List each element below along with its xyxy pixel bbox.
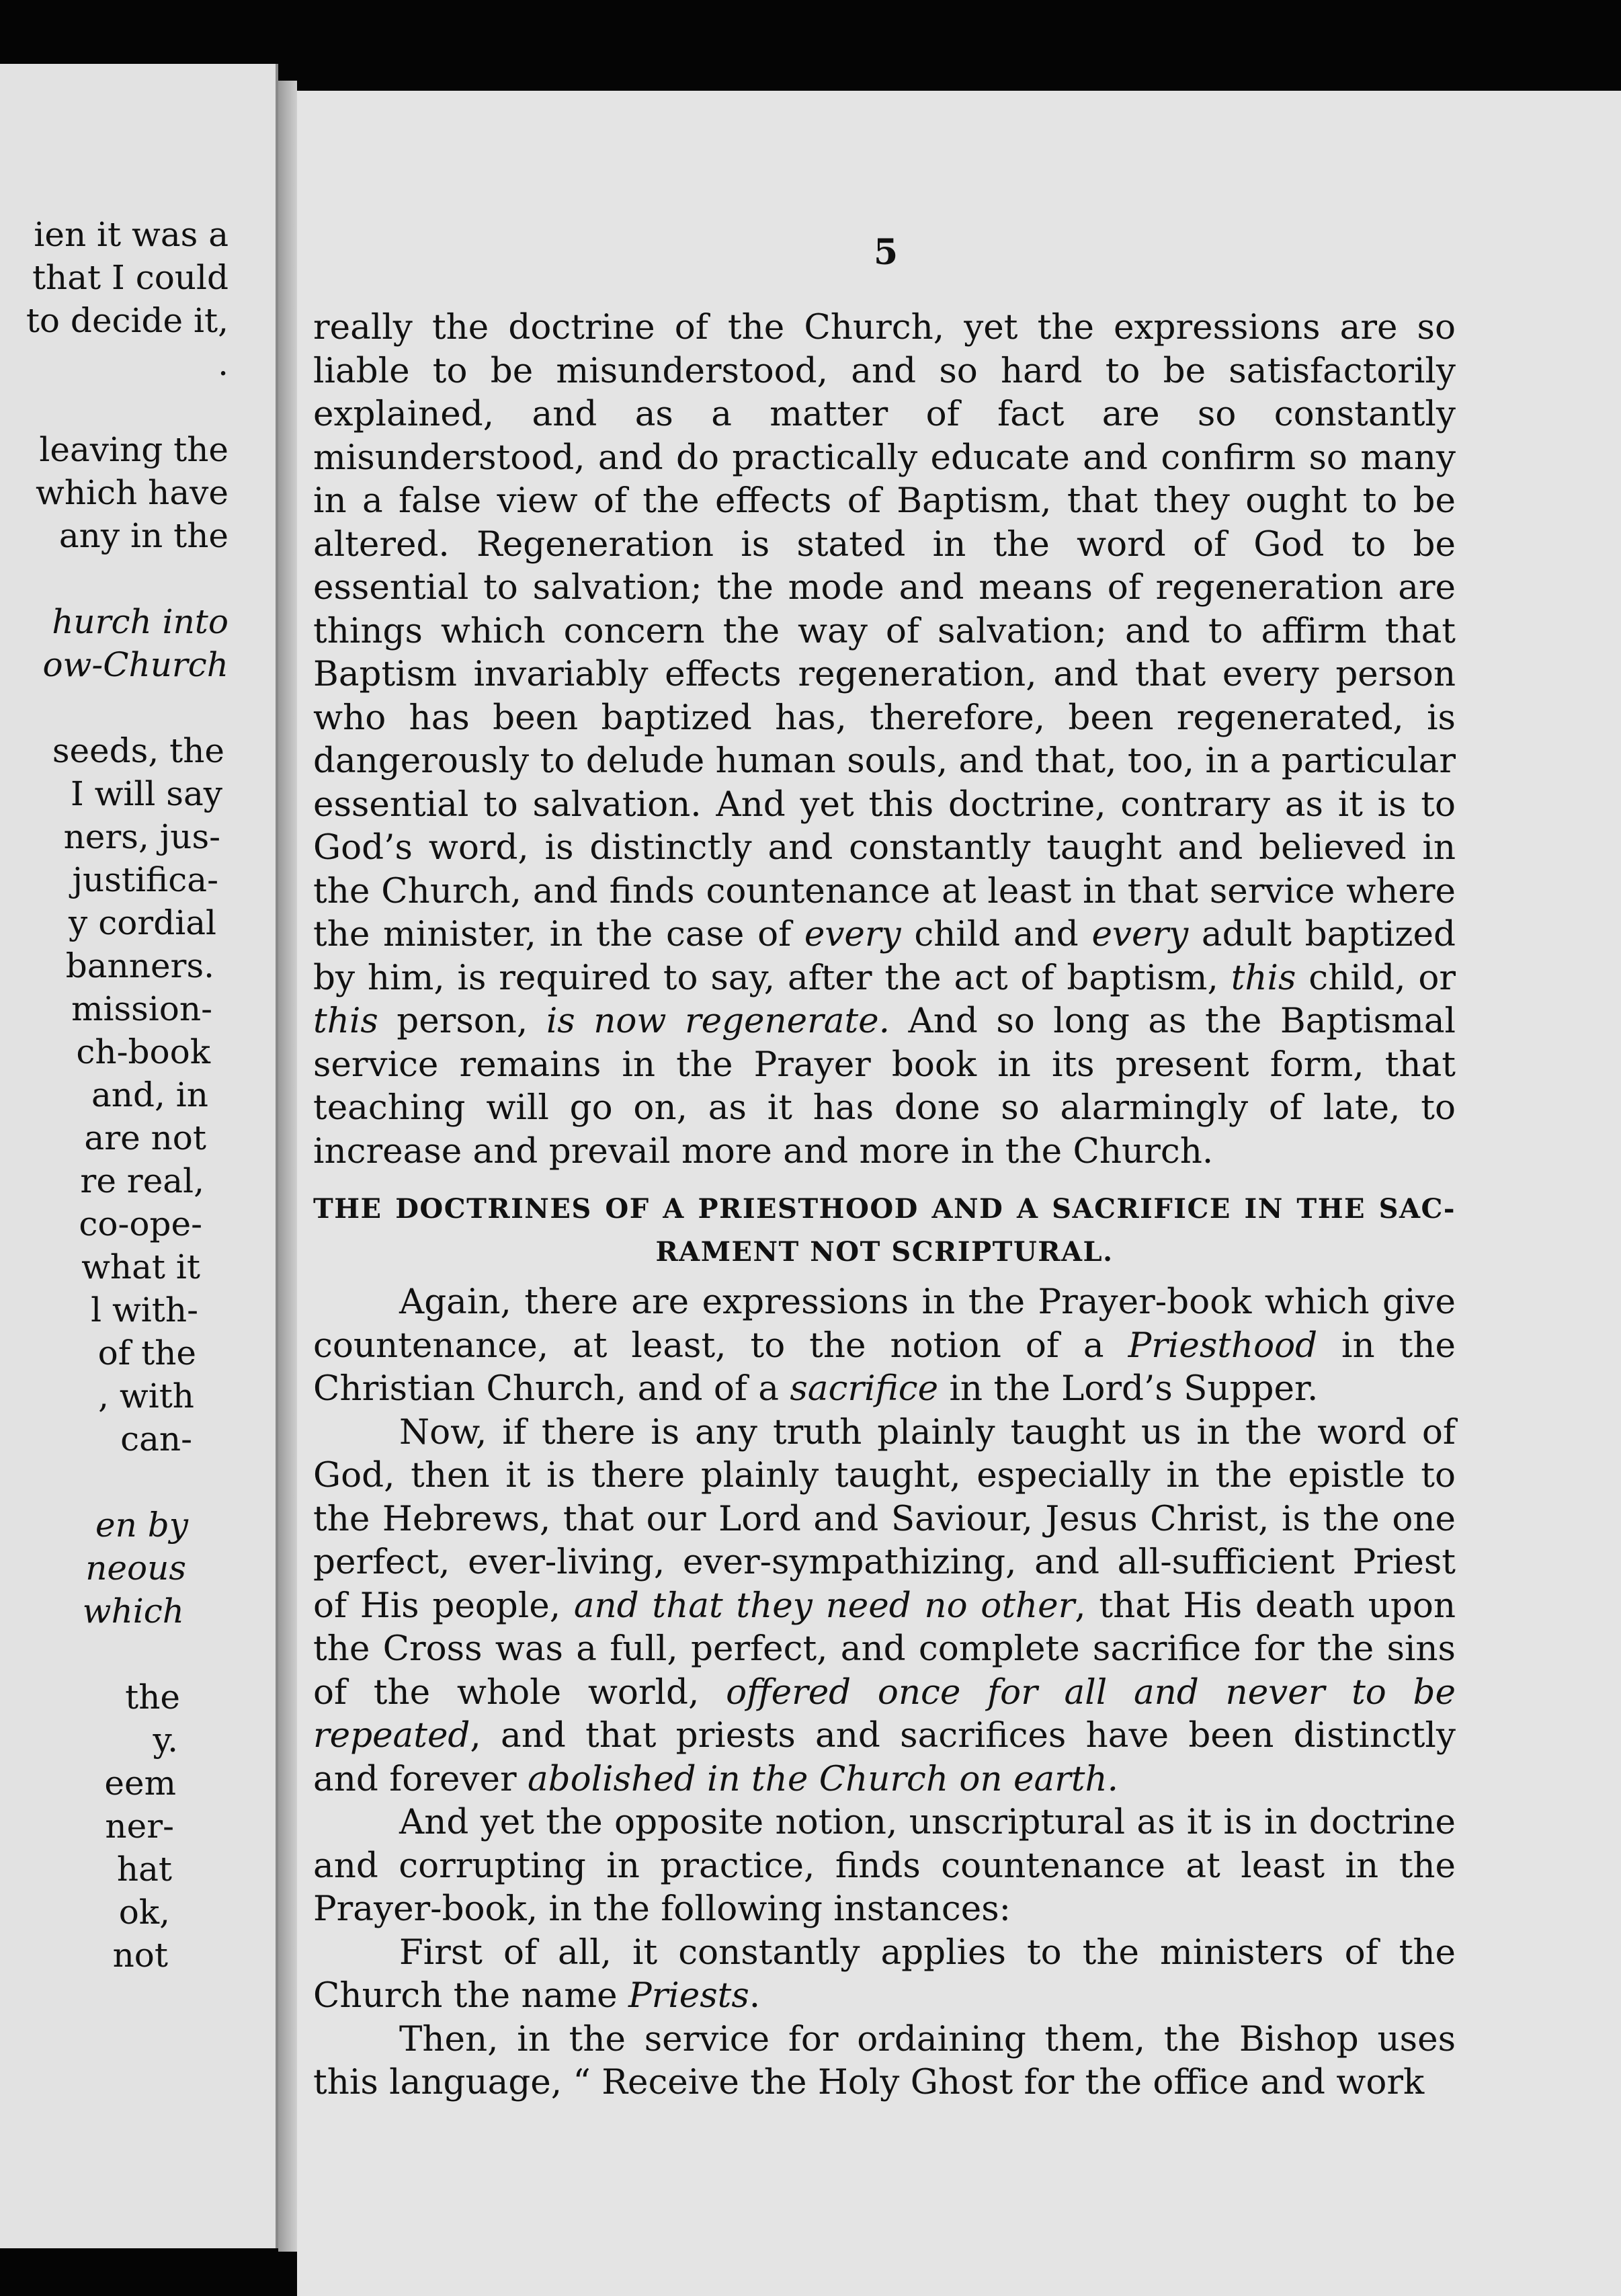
facing-page-line: eem [104,1764,176,1803]
facing-page-line: neous [85,1549,186,1588]
facing-page-line: ch-book [76,1032,210,1071]
paragraph-3: Now, if there is any truth plainly taught us in the word of God, then it is there plainly taught, especially in the epistle to the Hebrews, that our Lord and Saviour, Jesus Christ, is the one perfect, ever-living, ever-sympathizing, and all-sufficient Priest of His people, and that they need no other, that His death upon the Cross was a full, perfect, and complete sacrifice for the sins of the whole world, offered once for all and never to be repeated, and that priests and sacrifices have been distinctly and forever abolished in the Church on earth. [313,1411,1456,1799]
facing-page-line: not [112,1936,168,1975]
paragraph-2: Again, there are expressions in the Prayer-book which give countenance, at least, to the notion of a Priesthood in the Christian Church, and of a sacrifice in the Lord’s Supper. [313,1282,1456,1409]
facing-page-line: y. [153,1721,178,1760]
facing-page-line: ow-Church [42,645,228,684]
facing-page-line: any in the [58,516,228,555]
facing-page-line: . [218,344,228,383]
facing-page-line: ien it was a [34,215,228,254]
facing-page-line: l with- [91,1290,198,1329]
paragraph-4: And yet the opposite notion, unscriptural as it is in doctrine and corrupting in practice, finds countenance at least in the Prayer-book, in the following instances: [313,1802,1456,1929]
facing-page-line: re real, [80,1161,204,1200]
facing-page-line: I will say [70,774,222,813]
facing-page-line: and, in [91,1075,208,1114]
facing-page-left [0,64,278,2248]
facing-page-line: banners. [65,946,214,985]
page-number: 5 [874,232,899,273]
paragraph-1: really the doctrine of the Church, yet the expressions are so liable to be misunderstood, and so hard to be satisfactorily explained, and as a matter of fact are so constantly misunderstood, and do practically educate and confirm so many in a false view of the effects of Baptism, that they ought to be altered. Regeneration is stated in the word of God to be essential to salvation; the mode and means of regeneration are things which concern the way of salvation; and to affirm that Baptism invariably effects regeneration, and that every person who has been baptized has, therefore, been regenerated, is dangerously to delude human souls, and that, too, in a particular essential to salvation. And yet this doctrine, contrary as it is to God’s word, is distinctly and constantly taught and believed in the Church, and finds countenance at least in that service where the minister, in the case of every child and every adult baptized by him, is required to say, after the act of baptism, this child, or this person, is now regenerate. And so long as the Baptismal service remains in the Prayer book in its present form, that teaching will go on, as it has done so alarmingly of late, to increase and prevail more and more in the Church. [313,307,1456,1172]
paragraph-5: First of all, it constantly applies to the ministers of the Church the name Priests. [313,1932,1456,2016]
facing-page-line: seeds, the [52,731,224,770]
book-gutter [278,81,297,2252]
facing-page-line: ok, [118,1893,170,1932]
facing-page-line: mission- [71,989,212,1028]
facing-page-line: co-ope- [79,1204,202,1243]
section-heading [313,1188,1456,1274]
facing-page-line: what it [81,1247,200,1286]
facing-page-line: , with [98,1377,194,1416]
facing-page-line: y cordial [69,903,216,942]
facing-page-line: to decide it, [26,301,228,340]
paragraph-6: Then, in the service for ordaining them, the Bishop uses this language, “ Receive the Holy Ghost for the office and work [313,2018,1456,2102]
section-heading-line-1: THE DOCTRINES OF A PRIESTHOOD AND A SACRIFICE IN THE SAC- [313,1193,1456,1225]
facing-page-line: ners, jus- [63,817,220,856]
facing-page-line: justifica- [72,860,218,899]
facing-page-line: the [125,1678,180,1717]
page-body-text [313,306,1456,2104]
section-heading-line-2: RAMENT NOT SCRIPTURAL. [655,1236,1114,1268]
facing-page-line: ner- [105,1807,174,1846]
facing-page-line: hurch into [52,602,228,641]
facing-page-line: which have [36,473,228,512]
facing-page-line: hat [116,1850,172,1889]
facing-page-line: which [82,1592,184,1631]
facing-page-line: are not [84,1118,206,1157]
facing-page-line: en by [95,1506,188,1545]
facing-page-line: leaving the [39,430,228,469]
facing-page-line: can- [120,1420,192,1459]
facing-page-line: of the [97,1334,196,1372]
facing-page-line: that I could [32,258,228,297]
